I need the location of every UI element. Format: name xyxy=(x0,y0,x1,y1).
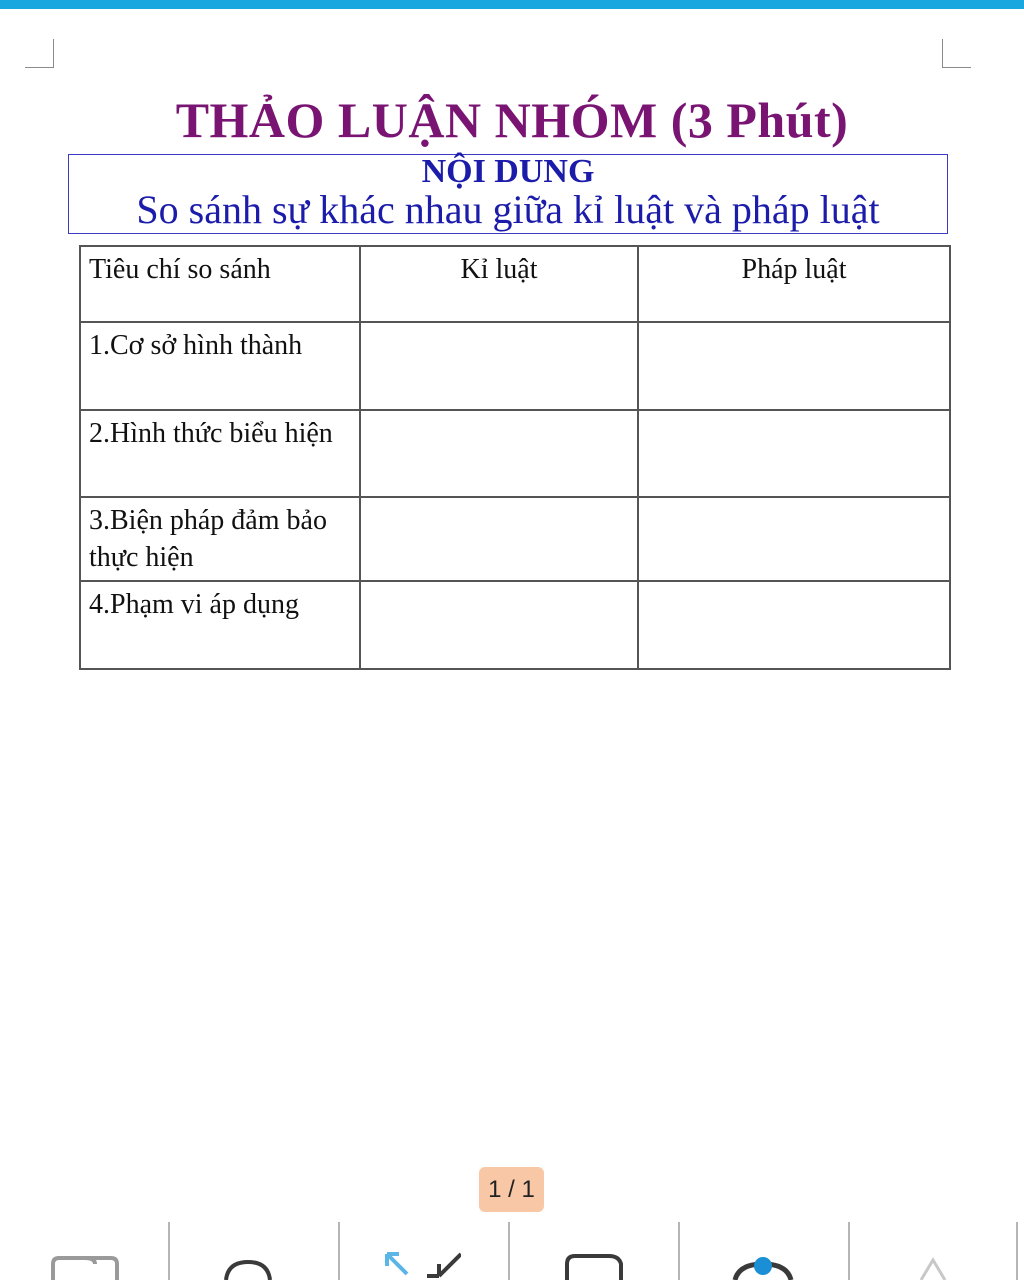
toolbar-divider xyxy=(168,1222,170,1280)
table-cell-phap-luat xyxy=(638,410,950,497)
table-cell-ki-luat xyxy=(360,581,638,669)
table-header-cell: Kỉ luật xyxy=(360,246,638,322)
copy-icon[interactable] xyxy=(45,1250,125,1280)
table-row xyxy=(80,581,950,669)
table-cell-ki-luat xyxy=(360,322,638,410)
content-heading: NỘI DUNG xyxy=(421,153,595,190)
table-header-cell: Pháp luật xyxy=(638,246,950,322)
comparison-table xyxy=(79,245,951,670)
page-title: THẢO LUẬN NHÓM (3 Phút) xyxy=(175,92,849,148)
toolbar-divider xyxy=(678,1222,680,1280)
table-header-cell: Tiêu chí so sánh xyxy=(80,246,360,322)
table-cell-phap-luat xyxy=(638,322,950,410)
table-cell-ki-luat xyxy=(360,497,638,581)
top-accent-bar xyxy=(0,0,1024,9)
table-cell-criterion: 1.Cơ sở hình thành xyxy=(80,322,360,410)
table-cell-criterion: 4.Phạm vi áp dụng xyxy=(80,581,360,669)
toolbar-divider xyxy=(508,1222,510,1280)
page-corner-mark-left xyxy=(25,39,54,68)
page-corner-mark-right xyxy=(942,39,971,68)
document-icon[interactable] xyxy=(555,1250,635,1280)
table-row xyxy=(80,497,950,581)
up-arrow-icon[interactable] xyxy=(893,1250,973,1280)
table-cell-criterion: 3.Biện pháp đảm bảo thực hiện xyxy=(80,497,360,581)
content-box xyxy=(68,154,948,234)
page-indicator: 1 / 1 xyxy=(479,1167,544,1212)
content-text: So sánh sự khác nhau giữa kỉ luật và pháp luật xyxy=(136,187,880,232)
search-icon[interactable] xyxy=(214,1250,294,1280)
table-cell-ki-luat xyxy=(360,410,638,497)
table-row xyxy=(80,410,950,497)
toolbar-divider xyxy=(1016,1222,1018,1280)
toolbar-divider xyxy=(338,1222,340,1280)
table-cell-phap-luat xyxy=(638,497,950,581)
toolbar-divider xyxy=(848,1222,850,1280)
edit-icon[interactable] xyxy=(725,1250,805,1280)
table-cell-criterion: 2.Hình thức biểu hiện xyxy=(80,410,360,497)
table-cell-phap-luat xyxy=(638,581,950,669)
table-row xyxy=(80,322,950,410)
collapse-icon[interactable] xyxy=(381,1250,461,1280)
bottom-toolbar xyxy=(0,1220,1024,1280)
table-header-row xyxy=(80,246,950,322)
